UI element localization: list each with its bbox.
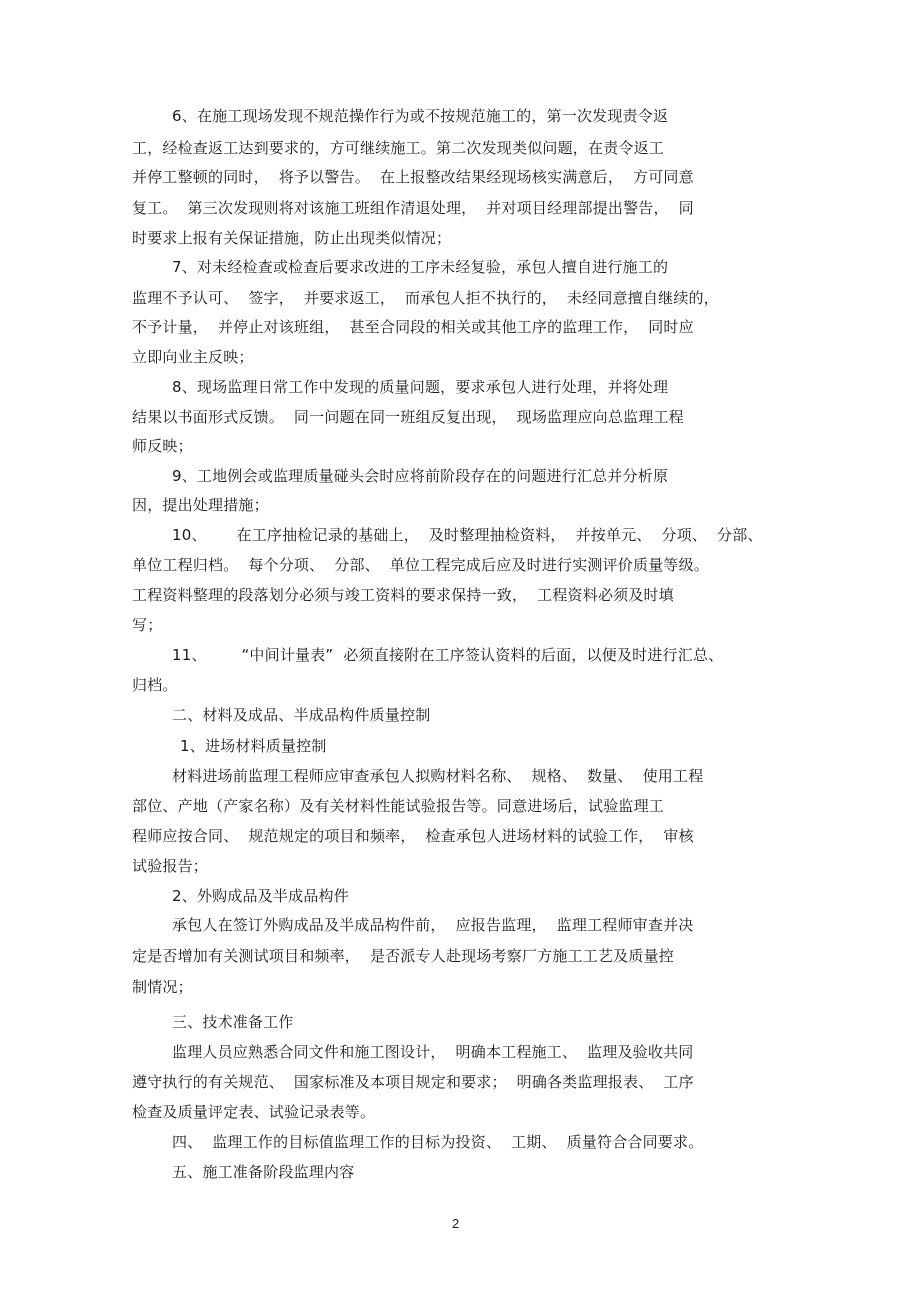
- text-line: 材料进场前监理工程师应审查承包人拟购材料名称、 规格、 数量、 使用工程: [172, 767, 704, 785]
- text-line: 师反映；: [132, 437, 193, 455]
- text-line: 9、工地例会或监理质量碰头会时应将前阶段存在的问题进行汇总并分析原: [172, 467, 669, 485]
- page-number: 2: [452, 1216, 460, 1231]
- text-line: 监理人员应熟悉合同文件和施工图设计， 明确本工程施工、 监理及验收共同: [172, 1043, 694, 1061]
- text-line: 11、 “中间计量表” 必须直接附在工序签认资料的后面，以便及时进行汇总、: [172, 646, 724, 664]
- text-line: 部位、产地（产家名称）及有关材料性能试验报告等。同意进场后，试验监理工: [132, 797, 665, 815]
- text-line: 监理不予认可、 签字， 并要求返工， 而承包人拒不执行的， 未经同意擅自继续的，: [132, 289, 719, 307]
- section-heading: 三、技术准备工作: [172, 1013, 294, 1031]
- subsection-heading: 2、外购成品及半成品构件: [172, 887, 349, 905]
- text-line: 7、对未经检查或检查后要求改进的工序未经复验，承包人擅自进行施工的: [172, 258, 669, 276]
- text-line: 归档。: [132, 676, 178, 694]
- text-line: 写；: [132, 616, 163, 634]
- text-line: 制情况；: [132, 978, 193, 996]
- text-line: 时要求上报有关保证措施，防止出现类似情况；: [132, 229, 452, 247]
- section-heading: 五、施工准备阶段监理内容: [172, 1163, 355, 1181]
- text-line: 单位工程归档。 每个分项、 分部、 单位工程完成后应及时进行实测评价质量等级。: [132, 556, 710, 574]
- text-line: 工，经检查返工达到要求的，方可继续施工。第二次发现类似问题，在责令返工: [132, 139, 665, 157]
- text-line: 6、在施工现场发现不规范操作行为或不按规范施工的，第一次发现责令返: [172, 107, 669, 125]
- section-heading: 四、 监理工作的目标值监理工作的目标为投资、 工期、 质量符合合同要求。: [172, 1133, 704, 1151]
- text-line: 工程资料整理的段落划分必须与竣工资料的要求保持一致， 工程资料必须及时填: [132, 586, 674, 604]
- subsection-heading: 1、进场材料质量控制: [180, 737, 327, 755]
- text-line: 结果以书面形式反馈。 同一问题在同一班组反复出现， 现场监理应向总监理工程: [132, 408, 684, 426]
- text-line: 并停工整顿的同时， 将予以警告。 在上报整改结果经现场核实满意后， 方可同意: [132, 168, 694, 186]
- text-line: 不予计量， 并停止对该班组， 甚至合同段的相关或其他工序的监理工作， 同时应: [132, 318, 694, 336]
- text-line: 试验报告；: [132, 857, 209, 875]
- text-line: 程师应按合同、 规范规定的项目和频率， 检查承包人进场材料的试验工作， 审核: [132, 827, 694, 845]
- text-line: 10、 在工序抽检记录的基础上， 及时整理抽检资料， 并按单元、 分项、 分部、: [172, 526, 763, 544]
- text-line: 复工。 第三次发现则将对该施工班组作清退处理， 并对项目经理部提出警告， 同: [132, 199, 694, 217]
- section-heading: 二、材料及成品、半成品构件质量控制: [172, 706, 431, 724]
- text-line: 立即向业主反映；: [132, 348, 254, 366]
- text-line: 检查及质量评定表、试验记录表等。: [132, 1103, 376, 1121]
- text-line: 承包人在签订外购成品及半成品构件前， 应报告监理， 监理工程师审查并决: [172, 916, 694, 934]
- text-line: 8、现场监理日常工作中发现的质量问题，要求承包人进行处理，并将处理: [172, 378, 669, 396]
- text-line: 遵守执行的有关规范、 国家标准及本项目规定和要求； 明确各类监理报表、 工序: [132, 1073, 694, 1091]
- text-line: 因，提出处理措施；: [132, 496, 269, 514]
- text-line: 定是否增加有关测试项目和频率， 是否派专人赴现场考察厂方施工工艺及质量控: [132, 947, 674, 965]
